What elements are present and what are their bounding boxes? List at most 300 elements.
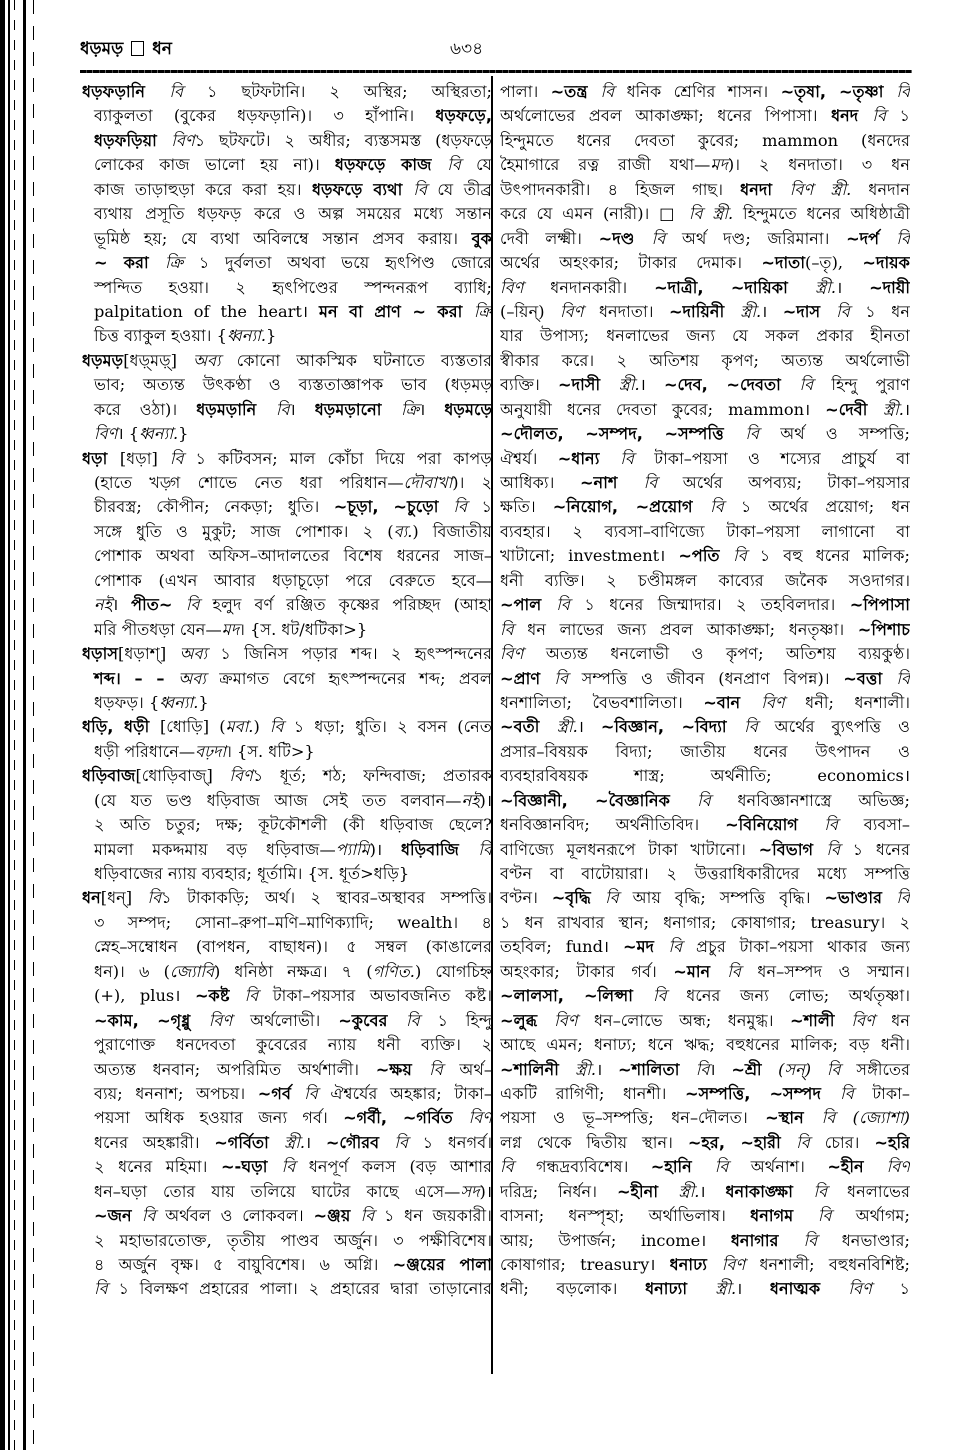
headword: ধড়ফড়িয়া (94, 130, 172, 150)
entry-headword-line (500, 422, 910, 446)
entry-headword-line (500, 202, 910, 226)
definition-text: পালা। (500, 82, 551, 101)
definition-text: ১ ধন রাখবার স্থান; ধনাগার; কোষাগার; treasury। ২ (500, 912, 910, 932)
definition-text: ১ জিনিস পড়ার শব্দ। ২ হৃৎস্পন্দনের (220, 644, 492, 664)
definition-text: পোশাক অথবা অফিস–আদালতের বিশেষ ধরনের সাজ– (94, 546, 492, 566)
headword: ~গৌরব (325, 1132, 395, 1152)
entry-line (82, 398, 492, 422)
definition-text: ১ ধড়া; ধুতি। ২ বসন (নেত (293, 717, 492, 737)
entry-line (82, 300, 492, 324)
definition-text: । (836, 277, 870, 297)
definition-text: [ধন্] (100, 888, 148, 908)
definition-text: টাকা–পয়সার অভাবজনিত কষ্ট। (272, 986, 492, 1006)
definition-text: ১ ছটফটানি। ২ অস্থির; অস্থিরতা; (206, 82, 492, 101)
entry-line (82, 1082, 492, 1106)
definition-text: অনুযায়ী ধনের দেবতা কুবের; mammon। (500, 399, 826, 419)
headword: ~প্রাণ (500, 668, 555, 688)
entry-line (82, 862, 492, 886)
grammar-label: গণিত. (372, 961, 415, 981)
entry-line (82, 813, 492, 837)
scan-binding-edge (14, 0, 15, 1450)
headword: ধড়ফড়ানি (82, 82, 170, 101)
definition-text: ২ ধনের মহিমা। (94, 1157, 221, 1177)
grammar-label: অব্য (179, 644, 221, 664)
grammar-label: মবা. (225, 717, 254, 737)
headword: ~সম্পত্তি, ~সম্পদ (685, 1083, 841, 1103)
headword: ~তৃষা, ~তৃষ্ণা (780, 82, 897, 101)
headword: ~দর্প (846, 228, 897, 248)
headword: ধড়মড়ানো (314, 399, 401, 419)
headword: ~বিজ্ঞানী, ~বৈজ্ঞানিক (500, 790, 698, 810)
entry-line (82, 618, 492, 642)
definition-text: ধনী; বড়লোক। (500, 1279, 646, 1299)
definition-text: ব্যক্তি। (500, 375, 558, 395)
grammar-label: বিণ (171, 130, 195, 150)
headword: ~হর, ~হারী (687, 1132, 797, 1152)
entry-headword-line (500, 1058, 910, 1082)
entry-headword-line (500, 447, 910, 471)
entry-headword-line (500, 324, 910, 348)
headword: ~ঞ্জয় (313, 1206, 361, 1226)
entry-line (82, 129, 492, 153)
definition-text: আধিক্য। (500, 473, 580, 492)
entry-headword-line (82, 886, 492, 910)
grammar-label: প্যামি (335, 839, 370, 859)
grammar-label: স্ত্রী. (556, 717, 578, 737)
entry-headword-line (82, 642, 492, 666)
scan-binding-edge (8, 0, 10, 1450)
definition-text: ৩ সম্পদ; সোনা–রুপা–মণি–মাণিক্যাদি; wealth। ৪ (94, 912, 492, 932)
grammar-label: বিণ (851, 1010, 892, 1030)
entry-line (82, 911, 492, 935)
definition-text: (+), plus। (94, 986, 195, 1006)
headword: ~হীন (827, 1157, 887, 1177)
entry-headword-line (500, 178, 910, 202)
grammar-label: বি (714, 1157, 751, 1177)
definition-text: । (596, 1059, 619, 1079)
entry-headword-line (500, 251, 910, 275)
entry-line (82, 1131, 492, 1155)
headword: ~দেবী (825, 399, 883, 419)
headword: ধড়মড়ানি (196, 399, 276, 419)
headword: ~বৃদ্ধি (551, 888, 606, 908)
definition-text: ) ধনিষ্ঠা নক্ষত্র। ৭ ( (213, 961, 373, 981)
grammar-label: বি (697, 790, 738, 810)
grammar-label: বি (556, 595, 585, 615)
definition-text: খাটানো; investment। (500, 546, 679, 566)
entry-headword-line (500, 618, 910, 642)
grammar-label: বি (500, 619, 528, 639)
definition-text: হিন্দুমতে ধনের অধিষ্ঠাত্রী (743, 204, 910, 224)
grammar-label: নই (461, 790, 480, 810)
definition-text: চিত্ত ব্যাকুল হওয়া। { (94, 326, 227, 346)
entry-headword-line (500, 1106, 910, 1130)
definition-text: ধনলাভের (847, 1181, 910, 1201)
entry-line (82, 1155, 492, 1179)
headword: ~দাসী (558, 375, 619, 395)
grammar-label: বি (269, 717, 294, 737)
entry-headword-line (500, 300, 910, 324)
grammar-label: বি (605, 888, 633, 908)
grammar-label: বি (500, 1157, 537, 1177)
grammar-label: (সন্) বি (778, 1059, 857, 1079)
grammar-label: বি (447, 155, 477, 175)
definition-text: ধনদান (868, 179, 910, 199)
entry-line (82, 1204, 492, 1228)
definition-text: কোনো আকস্মিক ঘটনাতে ব্যস্ততার (236, 350, 492, 370)
grammar-label: বি (799, 375, 832, 395)
headword: ~জন (94, 1206, 142, 1226)
grammar-label: স্ত্রী. (618, 375, 640, 395)
headword: ~বতী (500, 717, 557, 737)
entry-line (82, 667, 492, 691)
grammar-label: বি (244, 986, 273, 1006)
definition-text: [ধোড়িবাজ্] (135, 766, 230, 786)
definition-text: ধড়ী পরিধানে— (94, 741, 196, 761)
definition-text: } (266, 326, 277, 346)
grammar-label: বি (94, 1279, 119, 1299)
definition-text: বাসনা; ধনস্পৃহা; অর্থাভিলাষ। (500, 1206, 751, 1226)
definition-text: ধনশালিতা; বৈভবশালিতা। (500, 692, 704, 712)
definition-text: ব্যবহার। ২ ব্যবসা–বাণিজ্যে টাকা–পয়সা লাগানো বা (500, 521, 910, 541)
entry-headword-line (500, 984, 910, 1008)
definition-text: মরি পীতধড়া যেন— (94, 619, 222, 639)
grammar-label: বি (141, 1206, 166, 1226)
grammar-label: বিণ (554, 1010, 594, 1030)
definition-text: । (903, 399, 910, 419)
definition-text: ১ (899, 106, 910, 126)
grammar-label: বি (275, 399, 290, 419)
definition-text: [ধোড়ি] ( (159, 717, 226, 737)
definition-text: অর্থ দণ্ড; জরিমানা। (681, 228, 847, 248)
headword: ~মদ (623, 937, 669, 957)
definition-text: । (639, 375, 664, 395)
definition-text: ১ হিন্দু (437, 1010, 492, 1030)
definition-text: ) যোগচিহ্ন (414, 961, 492, 981)
definition-text: ১ (481, 497, 492, 517)
headword: ধড়াস (82, 644, 119, 664)
entry-line (82, 153, 492, 177)
headword: ~শালিনী (500, 1059, 576, 1079)
definition-text: । (736, 1279, 770, 1299)
entry-line (82, 960, 492, 984)
grammar-label: বি (281, 1157, 309, 1177)
headword: ~পিপাসা (849, 595, 910, 615)
headword: ~ধান্য (557, 448, 621, 468)
definition-text: উৎপাদনকারী। ৪ হিজল গাছ। (500, 179, 741, 199)
grammar-label: বি (824, 815, 864, 835)
entry-line (82, 838, 492, 862)
headword: ~তন্ত্র (550, 82, 601, 101)
entry-headword-line (82, 80, 492, 104)
entry-headword-line (500, 276, 910, 300)
headword: মন বা প্রাণ ~ করা (319, 301, 474, 321)
definition-text: ঐশ্বর্যের অহঙ্কার; টাকা– (330, 1083, 492, 1103)
definition-text: অর্থ– (459, 1059, 492, 1079)
grammar-label: বি (600, 82, 627, 101)
headword: ধনাঢ্যা (645, 1279, 716, 1299)
definition-text: যে (476, 155, 492, 175)
grammar-label: মদ (710, 155, 728, 175)
grammar-label: বি (169, 82, 207, 101)
definition-text: ধনী; ধনশালী। (805, 692, 910, 712)
entry-headword-line (500, 1131, 910, 1155)
headword: ~স্থান (765, 1108, 822, 1128)
definition-text: ভাব; অত্যন্ত উৎকণ্ঠা ও ব্যস্ততাজ্ঞাপক ভাব (ধড়মড় (94, 375, 492, 395)
grammar-label: বিণ (560, 301, 599, 321)
definition-text: [ধড়া] (119, 448, 170, 468)
definition-text: ধন–সম্পদ ও সম্মান। (757, 961, 910, 981)
grammar-label: ক্রি (473, 301, 492, 321)
headword: ~গর্বিতা (214, 1132, 285, 1152)
headword: ~বিভাগ (758, 839, 827, 859)
headword: ধড়মড়ে (444, 399, 492, 419)
entry-line (82, 935, 492, 959)
headword: ~ করা (94, 253, 165, 273)
grammar-label: বি (147, 888, 162, 908)
definition-text: সঙ্গীতের (856, 1059, 910, 1079)
headword: ~-ঘড়া (220, 1157, 282, 1177)
definition-text: ধন–ঘড়া তোর যায় তলিয়ে ঘাটের কাছে এসে— (94, 1181, 461, 1201)
headword: ধড়ফড়ে কাজ (334, 155, 448, 175)
headword: ~কষ্ট (194, 986, 245, 1006)
definition-text: সঙ্গে ধুতি ও মুকুট; সাজ পোশাক। ২ ( (94, 521, 394, 541)
entry-headword-line (500, 1277, 910, 1301)
entry-line (82, 1009, 492, 1033)
guide-words (80, 36, 172, 64)
definition-text: ধন লাভের জন্য প্রবল আকাঙ্ক্ষা; ধনতৃষ্ণা। (527, 619, 858, 639)
definition-text: । (699, 1181, 726, 1201)
definition-text: । {স. ধটি>} (226, 741, 315, 761)
entry-line (82, 1106, 492, 1130)
grammar-label: বি (413, 179, 438, 199)
definition-text: টাকা–পয়সা ও শস্যের প্রাচুর্য বা (654, 448, 910, 468)
entry-headword-line (500, 935, 910, 959)
definition-text: ধনপূর্ণ কলস (বড় আশার (308, 1157, 492, 1177)
definition-text: ধনের জন্য লোভ; অর্থতৃষ্ণা। (686, 986, 910, 1006)
definition-text: স্পন্দিত হওয়া। ২ হৃৎপিণ্ডের স্পন্দনরূপ ব্যাধি; (94, 277, 492, 297)
entry-line (82, 691, 492, 715)
definition-text: ধনের অহঙ্কারী। (94, 1132, 215, 1152)
entry-headword-line (500, 349, 910, 373)
definition-text: হলুদ বর্ণ রঞ্জিত কৃষ্ণের পরিচ্ছদ (আহা (212, 595, 492, 615)
headword: ~পতি (678, 546, 734, 566)
headword: ধড়ফড়ে, (435, 106, 492, 126)
definition-text: (–য়িন্) (500, 301, 561, 321)
definition-text: অর্থের অহংকার; টাকার দেমাক। (500, 253, 762, 273)
definition-text: স্নেহ–সম্বোধন (বাপধন, বাছাধন)। ৫ সম্বল (কাঙালের (94, 937, 492, 957)
headword: ~দাস (782, 301, 837, 321)
grammar-label: মদ (221, 619, 240, 639)
grammar-label: ধ্বন্যা. (226, 326, 267, 346)
headword: ধন (82, 888, 101, 908)
entry-headword-line (500, 544, 910, 568)
left-column (82, 80, 492, 1302)
definition-text: ১ ধনগর্ব। (422, 1132, 492, 1152)
definition-text: অর্থলোভী। (250, 1010, 339, 1030)
definition-text: স্বীকার করে। ২ অতিশয় কৃপণ; অত্যন্ত অর্থলোভী (500, 350, 910, 370)
headword: ধনদ (831, 106, 873, 126)
headword: ধনাগম (750, 1206, 818, 1226)
definition-text: ধন (891, 1010, 910, 1030)
definition-text: ধনশালী; বহুধনবিশিষ্ট; (759, 1255, 910, 1274)
entry-headword-line (500, 593, 910, 617)
headword: ~হানি (650, 1157, 715, 1177)
definition-text: টাকা– (872, 1083, 910, 1103)
grammar-label: বি (169, 448, 196, 468)
entry-line (82, 593, 492, 617)
definition-text: ) বিজাতীয় (412, 521, 492, 541)
definition-text: ধড়িবাজের ন্যায় ব্যবহার; ধূর্তামি। {স. ধূর্ত>ধড়ি} (94, 864, 410, 883)
entry-line (82, 373, 492, 397)
definition-text: palpitation of the heart। (94, 301, 319, 321)
headword: ধড়ি, ধড়ী (82, 717, 160, 737)
headword: ~দাতা (761, 253, 806, 273)
definition-text: পোশাক (এখন আবার ধড়াচূড়ো পরে বেরুতে হবে— (94, 570, 492, 590)
entry-line (82, 740, 492, 764)
grammar-label: বি (478, 839, 492, 859)
entry-headword-line (500, 715, 910, 739)
headword: ~নাশ (579, 473, 644, 492)
headword: ~শালী (790, 1010, 852, 1030)
headword: ~কুবের (338, 1010, 406, 1030)
grammar-label: স্ত্রী. (575, 1059, 597, 1079)
entry-headword-line (82, 715, 492, 739)
grammar-label: বঢ়দা (195, 741, 227, 761)
definition-text: ১ বিলক্ষণ প্রহারের পালা। ২ প্রহারের দ্বারা তাড়ানোর (118, 1279, 492, 1299)
entry-headword-line (500, 1204, 910, 1228)
definition-text: ১ ধনের জিম্মাদার। ২ তহবিলদার। (584, 595, 850, 615)
headword: ~নিয়োগ, ~প্রয়োগ (552, 497, 711, 517)
scan-binding-edge (33, 0, 34, 1450)
definition-text: } (198, 692, 209, 712)
entry-headword-line (500, 1082, 910, 1106)
entry-headword-line (82, 447, 492, 471)
definition-text: আয়; উপার্জন; income। (500, 1230, 731, 1250)
definition-text: দরিদ্র; নির্ধন। (500, 1181, 617, 1201)
headword: ~শালিতা (618, 1059, 696, 1079)
headword: ~মান (673, 961, 728, 981)
entry-line (82, 471, 492, 495)
grammar-label: স্ত্রী. (815, 277, 837, 297)
headword: ~ঞ্জয়ের পালা (392, 1255, 492, 1274)
definition-text: ব্যথায় প্রসূতি ধড়ফড় করে ও অল্প সময়ের মধ্যে সন্তান (94, 204, 492, 224)
headword: ধড়ফড়ে ব্যথা (311, 179, 414, 199)
definition-text: গন্ধদ্রব্যবিশেষ। (536, 1157, 651, 1177)
definition-text: ১ ছটফটে। ২ অধীর; ব্যস্তসমস্ত (ধড়ফড়ে (194, 130, 492, 150)
definition-text: ২ অতি চতুর; দক্ষ; কূটকৌশলী (কী ধড়িবাজ ছেলে? (94, 815, 492, 835)
entry-line (82, 227, 492, 251)
grammar-label: বি (জ্যোশা) (821, 1108, 910, 1128)
grammar-label: ক্রি (164, 253, 199, 273)
entry-headword-line (500, 862, 910, 886)
headword: ধনদা (740, 179, 790, 199)
entry-line (82, 324, 492, 348)
headword: ধনাত্মক (769, 1279, 849, 1299)
entry-headword-line (500, 691, 910, 715)
headword: ~দাত্রী, ~দায়িকা (654, 277, 816, 297)
grammar-label: বি (896, 668, 910, 688)
entry-headword-line (500, 911, 910, 935)
grammar-label: বি (744, 717, 775, 737)
definition-text: অর্থলোভের প্রবল আকাঙ্ক্ষা; ধনের পিপাসা। (500, 106, 832, 126)
grammar-label: বি (429, 1059, 460, 1079)
grammar-label: বি (813, 1181, 848, 1201)
definition-text: বণ্টন বা বাটোয়ারা। ২ উত্তরাধিকারীদের মধ্যে সম্পত্তি (500, 864, 910, 883)
entry-line (82, 789, 492, 813)
definition-text: পয়সা অধিক হওয়ার জন্য গর্ব। (94, 1108, 344, 1128)
definition-text: করে যে এমন (নারী)। □ (500, 204, 689, 224)
grammar-label: বি (727, 961, 758, 981)
definition-text: চীরবস্ত্র; কৌপীন; নেকড়া; ধুতি। (94, 497, 334, 517)
entry-line (82, 1033, 492, 1057)
headword: ~বত্তা (843, 668, 897, 688)
grammar-label: বি (796, 1132, 825, 1152)
headword: ধড়া (82, 448, 120, 468)
headword: বুক (471, 228, 492, 248)
entry-headword-line (500, 373, 910, 397)
definition-text: বাণিজ্যে মূলধনরূপে টাকা খাটানো। (500, 839, 759, 859)
definition-text: ধনবিজ্ঞানশাস্ত্রে অভিজ্ঞ; (737, 790, 910, 810)
headword: ~বিজ্ঞান, ~বিদ্যা (600, 717, 745, 737)
definition-text: ধনদাতা। (598, 301, 669, 321)
definition-text: প্রসার–বিষয়ক বিদ্যা; জাতীয় ধনের উৎপাদন ও (500, 741, 910, 761)
headword: শব্দ। – – (94, 668, 179, 688)
headword: ~গর্বী, ~গর্বিত (343, 1108, 469, 1128)
entry-line (82, 422, 492, 446)
definition-text: অহংকার; টাকার গর্ব। (500, 961, 674, 981)
definition-text: । (304, 1132, 326, 1152)
headword: ~দেব, ~দেবতা (663, 375, 800, 395)
header-rule (80, 70, 912, 73)
definition-text: অর্থনাশ। (750, 1157, 828, 1177)
guide-word-first: ধড়মড় (80, 39, 124, 59)
grammar-label: বিণ (886, 1157, 910, 1177)
entry-headword-line (500, 813, 910, 837)
headword: ধনাকাঙ্ক্ষা (725, 1181, 814, 1201)
definition-text: একটি রাগিণী; ধানশী। (500, 1083, 686, 1103)
definition-text: । { (117, 424, 140, 444)
definition-text: । (112, 595, 132, 615)
grammar-label: বিণ (229, 766, 253, 786)
definition-text: (হাতে খড়্গ শোভে নেত ধরা পরিধান— (94, 473, 404, 492)
grammar-label: বিণ স্ত্রী. (789, 179, 869, 199)
definition-text: ১ দুর্বলতা অথবা ভয়ে হৃৎপিণ্ড জোরে (198, 253, 492, 273)
grammar-label: বি (745, 424, 781, 444)
definition-text: অর্থের অপব্যয়; টাকা–পয়সার (682, 473, 910, 492)
definition-text: )। (479, 790, 492, 810)
definition-text: [ধড়্মড়্] (123, 350, 194, 370)
definition-text: ১ (899, 1279, 910, 1299)
entry-line (82, 104, 492, 128)
headword: ~গর্ব (257, 1083, 305, 1103)
headword: ~পিশাচ (857, 619, 910, 639)
grammar-label: বি (826, 839, 853, 859)
definition-text: হৈমাগারে রত্ন রাজী যথা— (500, 155, 711, 175)
entry-line (82, 1058, 492, 1082)
entry-line (82, 276, 492, 300)
headword: ~শ্রী (731, 1059, 779, 1079)
grammar-label: বি (554, 668, 582, 688)
entry-line (82, 984, 492, 1008)
grammar-label: বিণ (94, 424, 118, 444)
definition-text: লোকের কাজ ভালো হয় না)। (94, 155, 335, 175)
definition-text: পুরাণোক্ত ধনদেবতা কুবেরের ন্যায় ধনী ব্যক্তি। ২ (94, 1035, 492, 1055)
definition-text: ধন)। ৬ ( (94, 961, 170, 981)
definition-text: )। ২ ধনদাতা। ৩ ধন (727, 155, 910, 175)
grammar-label: বি (185, 595, 213, 615)
grammar-label: বিণ (848, 1279, 900, 1299)
